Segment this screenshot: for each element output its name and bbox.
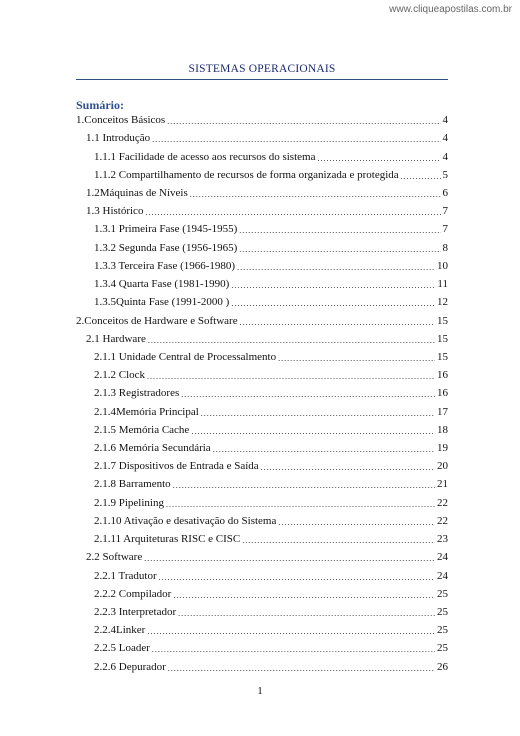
toc-entry[interactable] bbox=[76, 566, 448, 584]
toc-entry-label: 1.3.4 Quarta Fase (1981-1990) bbox=[94, 278, 230, 291]
toc-entry[interactable] bbox=[76, 239, 448, 257]
toc-entry[interactable] bbox=[76, 184, 448, 202]
toc-entry-page: 22 bbox=[437, 514, 448, 527]
toc-entry-label: 2.1.9 Pipelining bbox=[94, 496, 164, 509]
toc-entry-page: 25 bbox=[437, 606, 448, 619]
toc-entry-label: 2.1.11 Arquiteturas RISC e CISC bbox=[94, 533, 241, 546]
toc-dot-leader bbox=[148, 334, 435, 348]
toc-entry-page: 8 bbox=[442, 241, 448, 254]
toc-dot-leader bbox=[152, 643, 435, 657]
toc-entry-page: 20 bbox=[437, 460, 448, 473]
toc-entry-page: 11 bbox=[437, 278, 448, 291]
toc-entry[interactable] bbox=[76, 111, 448, 129]
toc-entry[interactable] bbox=[76, 311, 448, 329]
toc-dot-leader bbox=[173, 589, 435, 603]
toc-entry[interactable] bbox=[76, 494, 448, 512]
toc-dot-leader bbox=[231, 279, 435, 293]
toc-entry[interactable] bbox=[76, 403, 448, 421]
toc-entry[interactable] bbox=[76, 603, 448, 621]
toc-entry-label: 1.3.5Quinta Fase (1991-2000 ) bbox=[94, 296, 230, 309]
toc-entry-page: 5 bbox=[442, 168, 448, 181]
toc-entry-page: 19 bbox=[437, 442, 448, 455]
toc-dot-leader bbox=[231, 297, 435, 311]
toc-entry-label: 2.1.8 Barramento bbox=[94, 478, 171, 491]
toc-entry-page: 15 bbox=[437, 314, 448, 327]
toc-dot-leader bbox=[237, 261, 435, 275]
toc-entry-page: 21 bbox=[437, 478, 448, 491]
toc-dot-leader bbox=[213, 443, 435, 457]
toc-dot-leader bbox=[317, 152, 440, 166]
toc-dot-leader bbox=[145, 206, 440, 220]
toc-entry[interactable] bbox=[76, 330, 448, 348]
toc-entry[interactable] bbox=[76, 348, 448, 366]
toc-dot-leader bbox=[167, 115, 440, 129]
toc-entry[interactable] bbox=[76, 457, 448, 475]
toc-entry-page: 26 bbox=[437, 660, 448, 673]
toc-entry-label: 2.Conceitos de Hardware e Software bbox=[76, 314, 238, 327]
toc-entry-label: 2.1.2 Clock bbox=[94, 369, 146, 382]
toc-entry-page: 7 bbox=[442, 205, 448, 218]
toc-entry-page: 23 bbox=[437, 533, 448, 546]
toc-dot-leader bbox=[181, 388, 435, 402]
toc-entry[interactable] bbox=[76, 421, 448, 439]
toc-entry-page: 4 bbox=[442, 150, 448, 163]
toc-entry[interactable] bbox=[76, 548, 448, 566]
toc-dot-leader bbox=[147, 625, 435, 639]
toc-entry-label: 1.3.1 Primeira Fase (1945-1955) bbox=[94, 223, 238, 236]
toc-entry[interactable] bbox=[76, 275, 448, 293]
title-divider bbox=[76, 79, 448, 80]
toc-entry-page: 24 bbox=[437, 569, 448, 582]
toc-entry[interactable] bbox=[76, 166, 448, 184]
toc-entry-label: 1.Conceitos Básicos bbox=[76, 114, 166, 127]
toc-entry-label: 1.3 Histórico bbox=[86, 205, 144, 218]
toc-entry-page: 24 bbox=[437, 551, 448, 564]
toc-dot-leader bbox=[239, 224, 440, 238]
toc-dot-leader bbox=[278, 352, 435, 366]
toc-entry-page: 4 bbox=[442, 114, 448, 127]
toc-entry-label: 2.2.3 Interpretador bbox=[94, 606, 177, 619]
toc-entry[interactable] bbox=[76, 639, 448, 657]
toc-dot-leader bbox=[240, 316, 435, 330]
site-url[interactable]: www.cliqueapostilas.com.br bbox=[389, 4, 512, 15]
toc-entry[interactable] bbox=[76, 658, 448, 676]
toc-entry-label: 2.1.1 Unidade Central de Processalmento bbox=[94, 350, 277, 363]
toc-entry-page: 25 bbox=[437, 624, 448, 637]
toc-entry[interactable] bbox=[76, 257, 448, 275]
toc-dot-leader bbox=[152, 133, 440, 147]
toc-entry[interactable] bbox=[76, 147, 448, 165]
toc-entry[interactable] bbox=[76, 512, 448, 530]
toc-entry-label: 2.2.5 Loader bbox=[94, 642, 150, 655]
toc-dot-leader bbox=[190, 188, 441, 202]
toc-entry[interactable] bbox=[76, 384, 448, 402]
toc-dot-leader bbox=[201, 407, 435, 421]
toc-entry-page: 10 bbox=[437, 259, 448, 272]
table-of-contents bbox=[76, 111, 448, 676]
toc-entry-label: 2.2 Software bbox=[86, 551, 143, 564]
toc-dot-leader bbox=[166, 498, 435, 512]
toc-entry-page: 25 bbox=[437, 587, 448, 600]
toc-entry-page: 6 bbox=[442, 186, 448, 199]
toc-dot-leader bbox=[159, 571, 435, 585]
toc-dot-leader bbox=[191, 425, 435, 439]
toc-entry-label: 1.1.1 Facilidade de acesso aos recursos do sistema bbox=[94, 150, 316, 163]
toc-entry[interactable] bbox=[76, 621, 448, 639]
toc-entry[interactable] bbox=[76, 366, 448, 384]
toc-entry-label: 1.3.3 Terceira Fase (1966-1980) bbox=[94, 259, 236, 272]
toc-entry[interactable] bbox=[76, 129, 448, 147]
toc-dot-leader bbox=[278, 516, 435, 530]
toc-entry-label: 2.1.7 Dispositivos de Entrada e Saída bbox=[94, 460, 259, 473]
toc-entry-page: 15 bbox=[437, 350, 448, 363]
toc-entry-page: 12 bbox=[437, 296, 448, 309]
toc-entry-label: 1.3.2 Segunda Fase (1956-1965) bbox=[94, 241, 238, 254]
toc-entry[interactable] bbox=[76, 439, 448, 457]
toc-entry-page: 25 bbox=[437, 642, 448, 655]
toc-entry-page: 22 bbox=[437, 496, 448, 509]
toc-entry-label: 2.2.6 Depurador bbox=[94, 660, 166, 673]
page-number: 1 bbox=[257, 685, 263, 697]
toc-dot-leader bbox=[239, 243, 440, 257]
toc-dot-leader bbox=[242, 534, 435, 548]
toc-entry-page: 18 bbox=[437, 423, 448, 436]
toc-entry-label: 1.1.2 Compartilhamento de recursos de forma organizada e protegida bbox=[94, 168, 399, 181]
toc-entry-page: 4 bbox=[442, 132, 448, 145]
document-title: SISTEMAS OPERACIONAIS bbox=[188, 63, 336, 75]
toc-entry-label: 2.1.5 Memória Cache bbox=[94, 423, 190, 436]
toc-entry-page: 15 bbox=[437, 332, 448, 345]
toc-entry[interactable] bbox=[76, 202, 448, 220]
toc-entry-page: 7 bbox=[442, 223, 448, 236]
toc-entry-page: 17 bbox=[437, 405, 448, 418]
toc-entry-label: 2.1.4Memória Principal bbox=[94, 405, 199, 418]
toc-entry[interactable] bbox=[76, 585, 448, 603]
toc-dot-leader bbox=[178, 607, 435, 621]
toc-entry-label: 2.1.6 Memória Secundária bbox=[94, 442, 211, 455]
toc-entry-label: 2.2.1 Tradutor bbox=[94, 569, 157, 582]
toc-entry-page: 16 bbox=[437, 387, 448, 400]
toc-entry-label: 2.1 Hardware bbox=[86, 332, 146, 345]
toc-dot-leader bbox=[147, 370, 435, 384]
toc-entry[interactable] bbox=[76, 475, 448, 493]
toc-entry-label: 2.1.10 Ativação e desativação do Sistema bbox=[94, 514, 277, 527]
toc-entry-page: 16 bbox=[437, 369, 448, 382]
toc-dot-leader bbox=[173, 479, 435, 493]
summary-heading: Sumário: bbox=[76, 98, 124, 112]
toc-dot-leader bbox=[144, 552, 435, 566]
toc-dot-leader bbox=[401, 170, 441, 184]
toc-entry-label: 2.2.4Linker bbox=[94, 624, 146, 637]
toc-entry[interactable] bbox=[76, 530, 448, 548]
toc-entry-label: 1.2Máquinas de Níveis bbox=[86, 186, 188, 199]
toc-entry-label: 1.1 Introdução bbox=[86, 132, 151, 145]
toc-entry[interactable] bbox=[76, 220, 448, 238]
toc-dot-leader bbox=[261, 461, 435, 475]
toc-entry-label: 2.2.2 Compilador bbox=[94, 587, 172, 600]
toc-dot-leader bbox=[168, 662, 435, 676]
toc-entry-label: 2.1.3 Registradores bbox=[94, 387, 180, 400]
toc-entry[interactable] bbox=[76, 293, 448, 311]
